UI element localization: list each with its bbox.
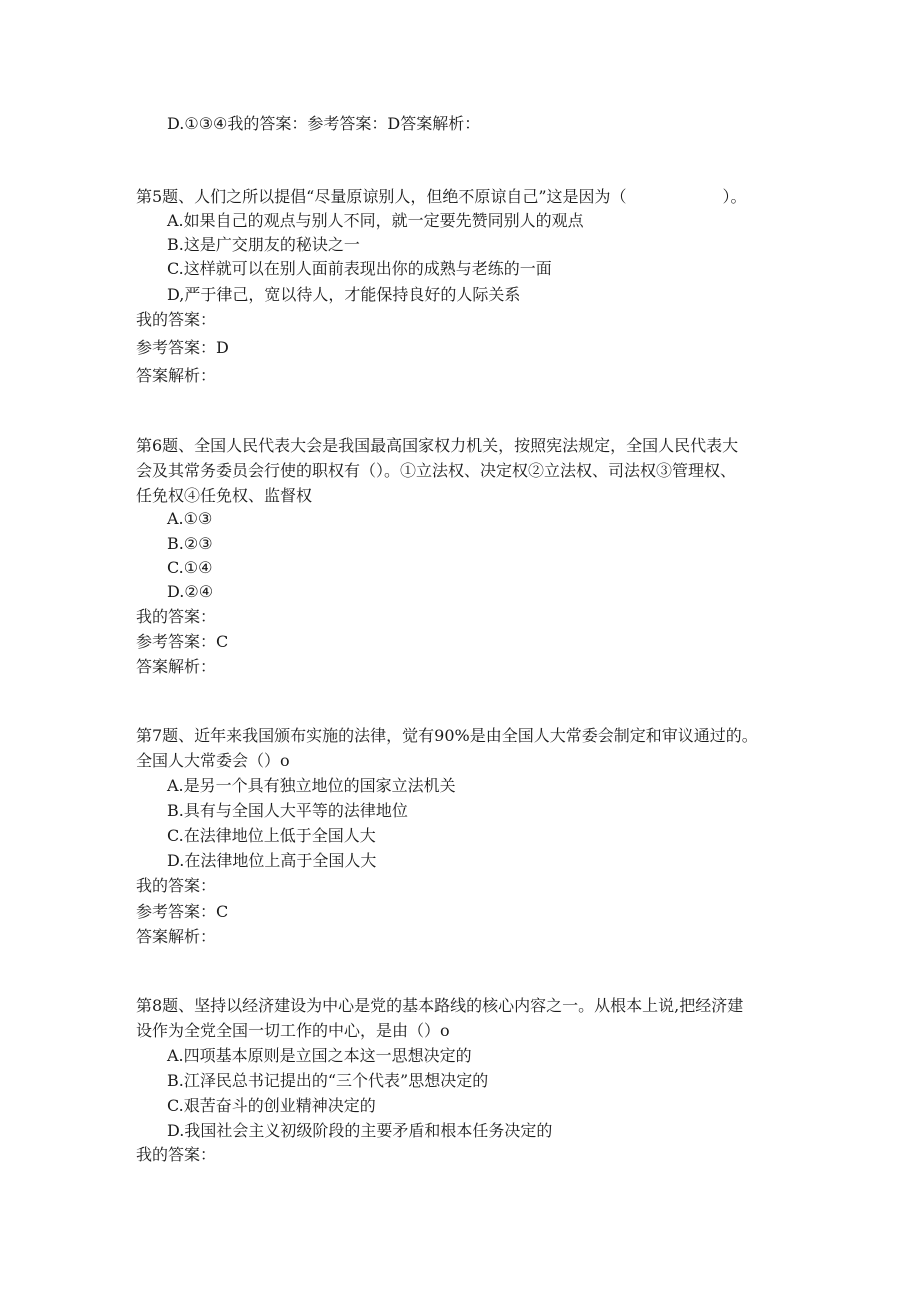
option-c: C.艰苦奋斗的创业精神决定的 <box>167 1096 376 1115</box>
option-b: B.具有与全国人大平等的法律地位 <box>167 801 408 820</box>
option-a: A.如果自己的观点与别人不同，就一定要先赞同别人的观点 <box>167 211 584 230</box>
option-c: C.在法律地位上低于全国人大 <box>167 826 376 845</box>
question-stem: 会及其常务委员会行使的职权有（）。①立法权、决定权②立法权、司法权③管理权、 <box>136 461 737 480</box>
option-b: B.江泽民总书记提出的“三个代表”思想决定的 <box>167 1071 489 1090</box>
reference-answer: 参考答案：C <box>136 902 229 921</box>
my-answer: 我的答案： <box>136 1145 217 1164</box>
question-stem: 第8题、坚持以经济建设为中心是党的基本路线的核心内容之一。从根本上说,把经济建 <box>136 996 744 1015</box>
my-answer: 我的答案： <box>136 876 217 895</box>
question-stem: 第6题、全国人民代表大会是我国最高国家权力机关，按照宪法规定，全国人民代表大 <box>136 436 739 455</box>
question-stem: 第5题、人们之所以提倡“尽量原谅别人，但绝不原谅自己”这是因为（ ）。 <box>136 187 747 206</box>
option-d: D.我国社会主义初级阶段的主要矛盾和根本任务决定的 <box>167 1121 553 1140</box>
answer-analysis: 答案解析： <box>136 927 217 946</box>
answer-analysis: 答案解析： <box>136 366 217 385</box>
option-d: D,严于律己，宽以待人，才能保持良好的人际关系 <box>167 285 521 304</box>
question-stem: 设作为全党全国一切工作的中心，是由（）o <box>136 1021 450 1040</box>
option-c: C.①④ <box>167 558 213 577</box>
prev-question-tail: D.①③④我的答案：参考答案：D答案解析： <box>167 114 481 133</box>
my-answer: 我的答案： <box>136 310 217 329</box>
answer-analysis: 答案解析： <box>136 657 217 676</box>
option-b: B.②③ <box>167 534 213 553</box>
reference-answer: 参考答案：D <box>136 338 229 357</box>
option-d: D.在法律地位上高于全国人大 <box>167 851 377 870</box>
question-stem: 全国人大常委会（）o <box>136 751 290 770</box>
question-stem: 任免权④任免权、监督权 <box>136 486 313 505</box>
option-a: A.四项基本原则是立国之本这一思想决定的 <box>167 1046 472 1065</box>
option-c: C.这样就可以在别人面前表现出你的成熟与老练的一面 <box>167 259 552 278</box>
reference-answer: 参考答案：C <box>136 632 229 651</box>
option-d: D.②④ <box>167 582 214 601</box>
question-stem: 第7题、近年来我国颁布实施的法律，觉有90%是由全国人大常委会制定和审议通过的。 <box>136 726 758 745</box>
option-a: A.是另一个具有独立地位的国家立法机关 <box>167 776 456 795</box>
option-a: A.①③ <box>167 509 213 528</box>
my-answer: 我的答案： <box>136 607 217 626</box>
option-b: B.这是广交朋友的秘诀之一 <box>167 235 360 254</box>
